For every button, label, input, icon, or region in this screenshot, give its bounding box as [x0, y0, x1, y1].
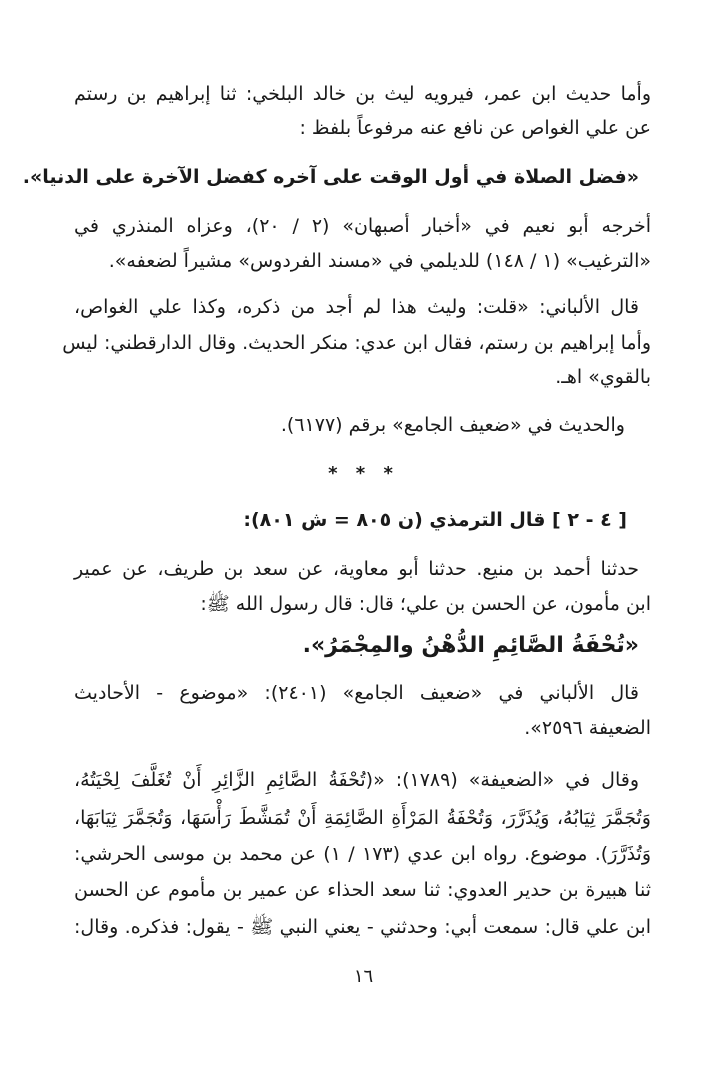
- text-line: قال الألباني: «قلت: وليث هذا لم أجد من ذكره، وكذا علي الغواص،: [74, 296, 639, 318]
- hadith-text: «تُحْفَةُ الصَّائِمِ الدُّهْنُ والمِجْمَرُ».: [302, 633, 639, 658]
- text-line: حدثنا أحمد بن منيع. حدثنا أبو معاوية، عن سعد بن طريف، عن عمير: [74, 558, 639, 580]
- text-line: عن علي الغواص عن نافع عنه مرفوعاً بلفظ :: [299, 117, 651, 139]
- text-line: بالقوي» اهـ.: [555, 366, 651, 388]
- text-line: ثنا هبيرة بن حدير العدوي: ثنا سعد الحذاء عن عمير بن مأموم عن الحسن: [74, 879, 651, 901]
- section-heading: [ ٤ - ٢ ] قال الترمذي (ن ٨٠٥ = ش ٨٠١):: [243, 509, 627, 531]
- text-line: وأما إبراهيم بن رستم، فقال ابن عدي: منكر الحديث. وقال الدارقطني: ليس: [62, 332, 651, 354]
- text-line: الضعيفة ٢٥٩٦».: [524, 717, 651, 739]
- text-line: ابن مأمون، عن الحسن بن علي؛ قال: قال رسول الله ﷺ:: [200, 593, 651, 615]
- text-line: والحديث في «ضعيف الجامع» برقم (٦١٧٧).: [280, 414, 625, 436]
- text-line: قال الألباني في «ضعيف الجامع» (٢٤٠١): «موضوع - الأحاديث: [74, 682, 639, 704]
- text-line: «الترغيب» (١ / ١٤٨) للديلمي في «مسند الفردوس» مشيراً لضعفه».: [108, 250, 651, 272]
- text-line: وأما حديث ابن عمر، فيرويه ليث بن خالد البلخي: ثنا إبراهيم بن رستم: [74, 83, 651, 105]
- text-line: وَتُجَمَّرَ ثِيَابُهُ، وَيُذَرَّرَ، وَتُحْفَةُ المَرْأَةِ الصَّائِمَةِ أَنْ تُمَشَّطَ رَأْسَهَا، وَتُجَمَّرَ ثِيَابَهَا،: [74, 807, 651, 829]
- section-separator: * * *: [328, 463, 399, 484]
- page-number: ١٦: [353, 966, 374, 987]
- text-line: أخرجه أبو نعيم في «أخبار أصبهان» (٢ / ٢٠)، وعزاه المنذري في: [74, 215, 652, 237]
- text-line: ابن علي قال: سمعت أبي: وحدثني - يعني النبي ﷺ - يقول: فذكره. وقال:: [74, 916, 651, 938]
- hadith-text: «فضل الصلاة في أول الوقت على آخره كفضل الآخرة على الدنيا».: [22, 166, 639, 188]
- text-line: وقال في «الضعيفة» (١٧٨٩): «(تُحْفَةُ الصَّائِمِ الزَّائِرِ أَنْ تُغَلَّفَ لِحْيَتُهُ،: [74, 769, 639, 791]
- text-line: وَتُذَرَّرَ). موضوع. رواه ابن عدي (١٧٣ / ١) عن محمد بن موسى الحرشي:: [74, 843, 652, 865]
